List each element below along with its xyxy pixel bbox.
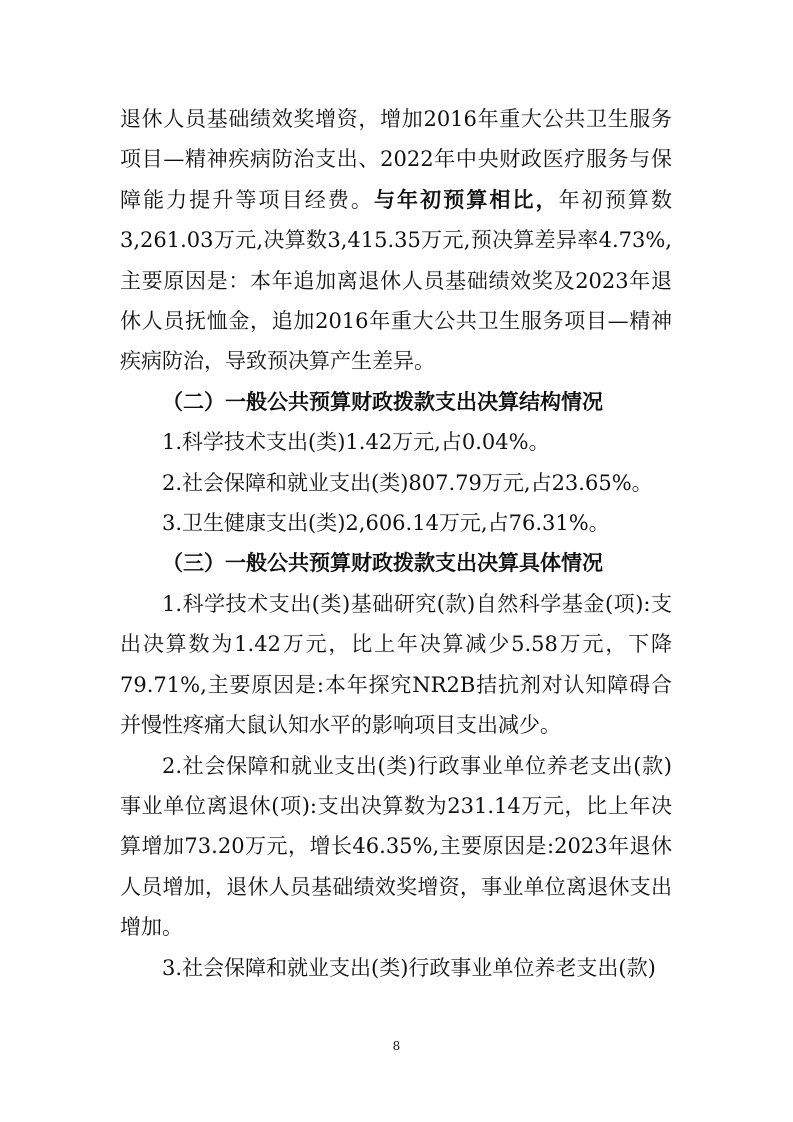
structure-item-3: 3.卫生健康支出(类)2,606.14万元,占76.31%。 [162,511,610,536]
detail-item-2: 2.社会保障和就业支出(类)行政事业单位养老支出(款)事业单位离退休(项):支出决算数为231.14万元，比上年决算增加73.20万元，增长46.35%,主要原因是:2023年退休人员增加，退休人员基础绩效奖增资，事业单位离退休支出增加。 [120,753,672,940]
structure-item-2: 2.社会保障和就业支出(类)807.79万元,占23.65%。 [162,470,653,495]
structure-item-1: 1.科学技术支出(类)1.42万元,占0.04%。 [162,430,550,455]
intro-text-1: 退休人员基础绩效奖增资，增加2016年重大公共卫生服务项目—精神疾病防治支出、2022年中央财政医疗服务与保障能力提升等项目经费。 [120,107,672,212]
page-number: 8 [392,1039,401,1053]
detail-item-1: 1.科学技术支出(类)基础研究(款)自然科学基金(项):支出决算数为1.42万元，比上年决算减少5.58万元，下降79.71%,主要原因是:本年探究NR2B拮抗剂对认知障碍合并慢性疼痛大鼠认知水平的影响项目支出减少。 [120,591,672,738]
detail-item-3: 3.社会保障和就业支出(类)行政事业单位养老支出(款) [162,955,656,980]
section-heading-3: （三）一般公共预算财政拨款支出决算具体情况 [162,551,603,576]
document-body [120,99,672,988]
intro-text-2: 年初预算数3,261.03万元,决算数3,415.35万元,预决算差异率4.73%,主要原因是：本年追加离退休人员基础绩效奖及2023年退休人员抚恤金，追加2016年重大公共卫生服务项目—精神疾病防治，导致预决算产生差异。 [120,187,673,374]
paragraph-intro [120,99,672,382]
section-heading-2: （二）一般公共预算财政拨款支出决算结构情况 [162,389,603,414]
intro-emphasis: 与年初预算相比， [373,187,559,212]
